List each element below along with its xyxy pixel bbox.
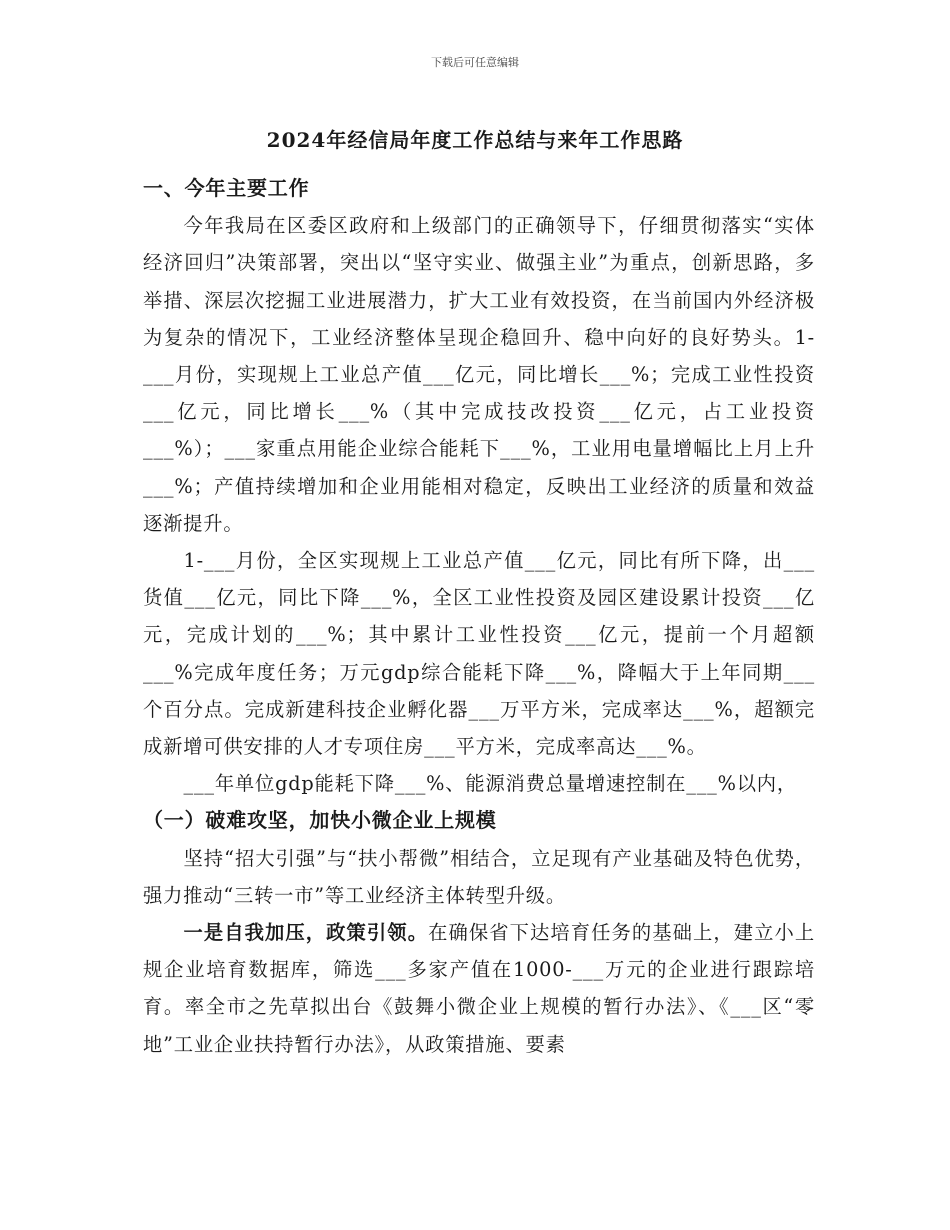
- document-body: [143, 170, 815, 1063]
- document-title: 2024年经信局年度工作总结与来年工作思路: [266, 128, 684, 152]
- subsection-heading: （一）破难攻坚，加快小微企业上规模: [143, 808, 497, 833]
- paragraph: [143, 914, 815, 1063]
- paragraph: 1-___月份，全区实现规上工业总产值___亿元，同比有所下降，出___货值___亿元，同比下降___%，全区工业性投资及园区建设累计投资___亿元，完成计划的___%；其中累计工业性投资___亿元，提前一个月超额___%完成年度任务；万元gdp综合能耗下降___%，降幅大于上年同期___个百分点。完成新建科技企业孵化器___万平方米，完成率达___%，超额完成新增可供安排的人才专项住房___平方米，完成率高达___%。: [143, 549, 815, 759]
- paragraph: 今年我局在区委区政府和上级部门的正确领导下，仔细贯彻落实“实体经济回归”决策部署，突出以“坚守实业、做强主业”为重点，创新思路，多举措、深层次挖掘工业进展潜力，扩大工业有效投资，在当前国内外经济极为复杂的情况下，工业经济整体呈现企稳回升、稳中向好的良好势头。1-___月份，实现规上工业总产值___亿元，同比增长___%；完成工业性投资___亿元，同比增长___%（其中完成技改投资___亿元，占工业投资___%）；___家重点用能企业综合能耗下___%，工业用电量增幅比上月上升___%；产值持续增加和企业用能相对稳定，反映出工业经济的质量和效益逐渐提升。: [143, 214, 815, 535]
- section-heading: 一、今年主要工作: [143, 176, 310, 200]
- paragraph: 坚持“招大引强”与“扶小帮微”相结合，立足现有产业基础及特色优势，强力推动“三转一市”等工业经济主体转型升级。: [143, 846, 815, 907]
- paragraph: ___年单位gdp能耗下降___%、能源消费总量增速控制在___%以内，: [183, 772, 797, 796]
- paragraph-body: 在确保省下达培育任务的基础上，建立小上规企业培育数据库，筛选___多家产值在1000-___万元的企业进行跟踪培育。率全市之先草拟出台《鼓舞小微企业上规模的暂行办法》、《___区“零地”工业企业扶持暂行办法》，从政策措施、要素: [143, 921, 815, 1056]
- paragraph-lead: 一是自我加压，政策引领。: [183, 921, 429, 945]
- header-note: 下载后可任意编辑: [431, 56, 519, 69]
